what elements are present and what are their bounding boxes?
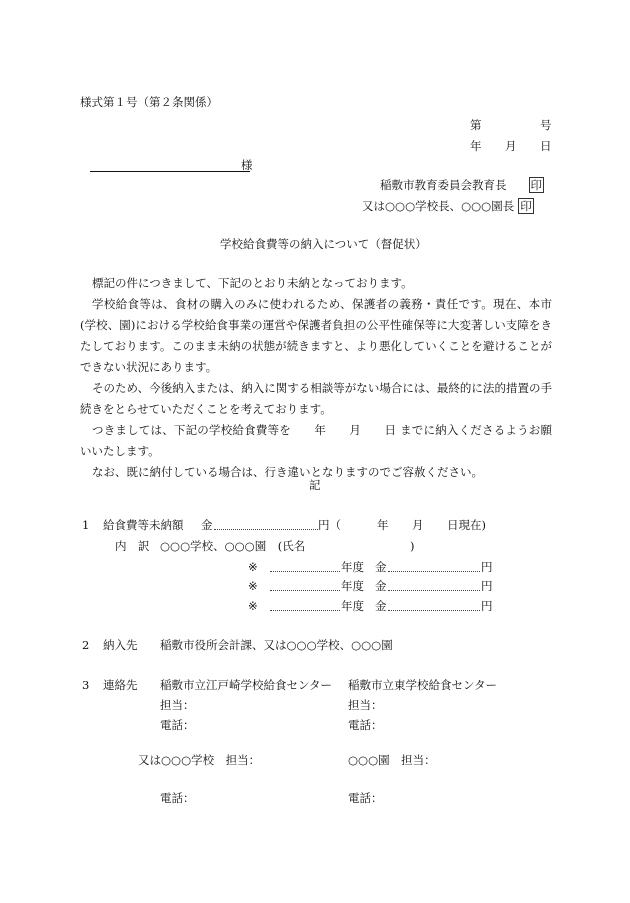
- number-suffix: 号: [540, 118, 552, 132]
- item1-day-now: 日現在): [447, 518, 486, 532]
- date-day: 日: [540, 139, 552, 153]
- item1-number: 1: [82, 518, 90, 532]
- contact-alt-left-denwa: 電話：: [160, 791, 195, 805]
- form-id: 様式第１号（第２条関係）: [80, 95, 218, 109]
- row1-amount-dots: [388, 559, 480, 572]
- contact-right-denwa: 電話：: [348, 718, 383, 732]
- item1-month: 月: [412, 518, 424, 532]
- date-year: 年: [470, 139, 482, 153]
- item1-yen-open: 円（: [318, 518, 341, 532]
- recipient-suffix: 様: [241, 158, 253, 172]
- item2-value: 稲敷市役所会計課、又は○○○学校、○○○園: [160, 638, 393, 652]
- row3-yen: 円: [481, 599, 493, 613]
- date-month: 月: [505, 139, 517, 153]
- row1-year-label: 年度: [341, 560, 364, 574]
- contact-left-denwa: 電話：: [160, 718, 195, 732]
- contact-left-center: 稲敷市立江戸崎学校給食センター: [160, 678, 333, 692]
- row3-kin: 金: [375, 599, 387, 613]
- paragraph-2: 学校給食等は、食材の購入のみに使われるため、保護者の義務・責任です。現在、本市(学校、園)における学校給食事業の運営や保護者負担の公平性確保等に大変著しい支障をきたしております。このまま未納の状態が続きますと、より悪化していくことを避けることができない状況にあります。: [80, 297, 552, 374]
- contact-alt-right-denwa: 電話：: [348, 791, 383, 805]
- item3-number: 3: [82, 678, 90, 692]
- seal-stamp-2: 印: [520, 199, 532, 213]
- item1-kin: 金: [201, 518, 213, 532]
- item2-number: 2: [82, 638, 90, 652]
- row1-mark: ※: [248, 560, 258, 574]
- paragraph-1: 標記の件につきまして、下記のとおり未納となっております。: [92, 276, 413, 290]
- item3-label: 連絡先: [103, 678, 138, 692]
- recipient-underline: [90, 170, 250, 172]
- breakdown-close: ): [410, 539, 415, 553]
- row2-year-label: 年度: [341, 579, 364, 593]
- issuer-line1: [380, 177, 544, 193]
- row1-kin: 金: [375, 560, 387, 574]
- row3-year-label: 年度: [341, 599, 364, 613]
- item1-year: 年: [377, 518, 389, 532]
- issuer-line2: [362, 198, 534, 214]
- contact-right-center: 稲敷市立東学校給食センター: [348, 678, 498, 692]
- contact-alt-school: 又は○○○学校 担当：: [138, 753, 261, 767]
- contact-left-tanto: 担当：: [160, 698, 195, 712]
- row2-year-dots: [270, 578, 340, 591]
- paragraph-5: なお、既に納付している場合は、行き違いとなりますのでご容赦ください。: [92, 465, 483, 479]
- contact-right-tanto: 担当：: [348, 698, 383, 712]
- row1-yen: 円: [481, 560, 493, 574]
- item1-amount-dots: [214, 517, 318, 530]
- ki-heading: 記: [309, 478, 321, 492]
- paragraph-4: つきましては、下記の学校給食費等を 年 月 日 までに納入くださるようお願いいたします。: [80, 423, 552, 458]
- seal-stamp-1: 印: [530, 178, 542, 192]
- number-prefix: 第: [470, 118, 482, 132]
- breakdown-value: ○○○学校、○○○園 (氏名: [160, 539, 306, 553]
- row2-kin: 金: [375, 579, 387, 593]
- row3-mark: ※: [248, 599, 258, 613]
- item1-label: 給食費等未納額: [103, 518, 184, 532]
- row1-year-dots: [270, 559, 340, 572]
- row2-amount-dots: [388, 578, 480, 591]
- issuer-name: 稲敷市教育委員会教育長: [380, 178, 507, 192]
- row3-year-dots: [270, 598, 340, 611]
- row3-amount-dots: [388, 598, 480, 611]
- document-title: 学校給食費等の納入について（督促状）: [220, 237, 427, 251]
- row2-yen: 円: [481, 579, 493, 593]
- paragraph-3: そのため、今後納入または、納入に関する相談等がない場合には、最終的に法的措置の手続きをとらせていただくことを考えております。: [80, 381, 552, 416]
- item2-label: 納入先: [103, 638, 138, 652]
- contact-alt-en: ○○○園 担当：: [348, 753, 436, 767]
- issuer-alt-name: 又は○○○学校長、○○○園長: [362, 199, 515, 213]
- row2-mark: ※: [248, 579, 258, 593]
- breakdown-label: 内 訳: [115, 539, 150, 553]
